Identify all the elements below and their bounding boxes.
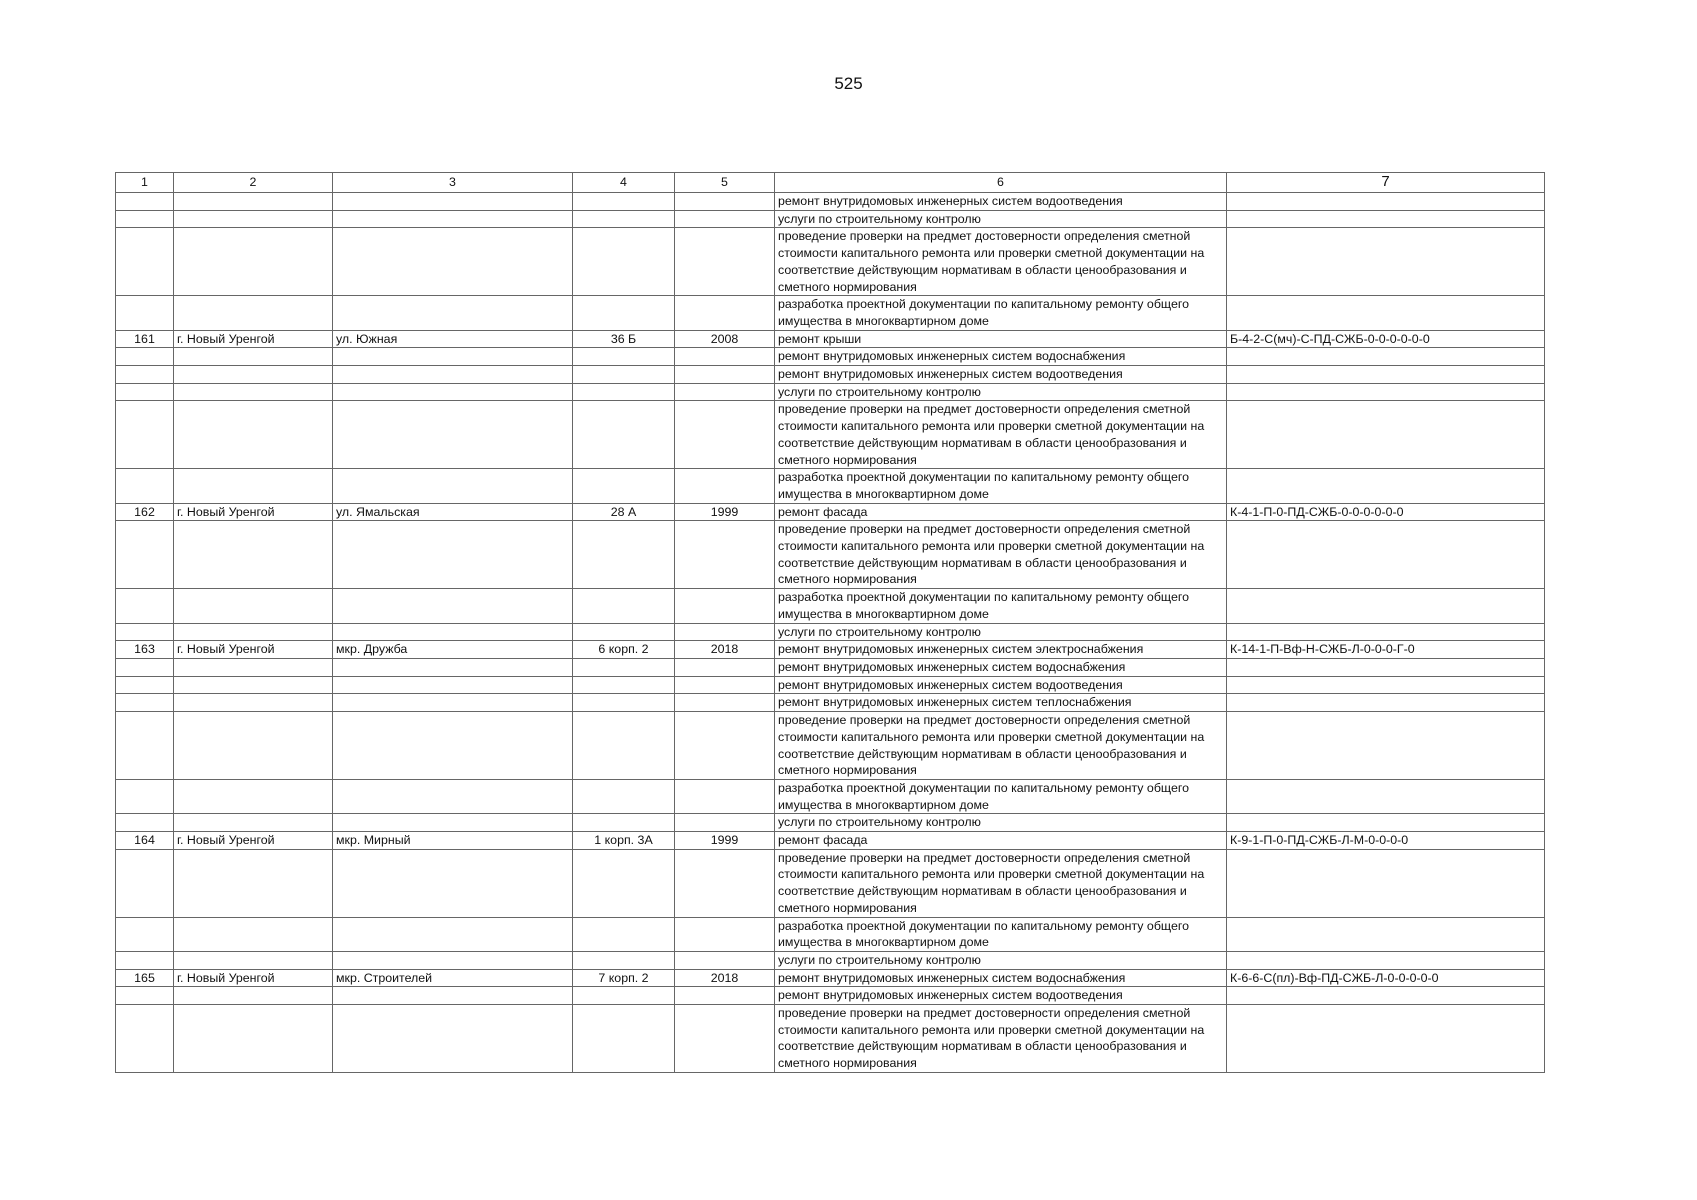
row-number-cell (116, 401, 174, 469)
table-row (116, 193, 1545, 211)
building-code-cell (1227, 849, 1545, 917)
work-type-cell: услуги по строительному контролю (775, 623, 1227, 641)
house-number-cell (573, 658, 675, 676)
street-cell (333, 1005, 573, 1073)
work-type-cell: ремонт крыши (775, 330, 1227, 348)
building-code-cell (1227, 694, 1545, 712)
year-built-cell (675, 366, 775, 384)
table-row (116, 366, 1545, 384)
house-number-cell (573, 348, 675, 366)
work-type-cell: проведение проверки на предмет достоверности определения сметной стоимости капитального ремонта или проверки сметной документации на соответствие действующим нормативам в области ценообразования и сметного нормирования (775, 228, 1227, 296)
page-number: 525 (834, 74, 863, 93)
table-row (116, 676, 1545, 694)
row-number-cell (116, 1005, 174, 1073)
table-row (116, 228, 1545, 296)
year-built-cell (675, 917, 775, 951)
table-row (116, 951, 1545, 969)
year-built-cell (675, 383, 775, 401)
city-cell (174, 193, 333, 211)
street-cell (333, 849, 573, 917)
city-cell (174, 712, 333, 780)
table-row (116, 589, 1545, 623)
building-code-cell (1227, 814, 1545, 832)
year-built-cell: 1999 (675, 832, 775, 850)
work-type-cell: ремонт внутридомовых инженерных систем водоснабжения (775, 658, 1227, 676)
house-number-cell (573, 1005, 675, 1073)
building-code-cell (1227, 589, 1545, 623)
city-cell (174, 814, 333, 832)
table-row (116, 779, 1545, 813)
city-cell (174, 951, 333, 969)
city-cell: г. Новый Уренгой (174, 330, 333, 348)
column-header: 4 (573, 173, 675, 193)
row-number-cell (116, 712, 174, 780)
building-code-cell (1227, 987, 1545, 1005)
city-cell (174, 589, 333, 623)
house-number-cell (573, 296, 675, 330)
row-number-cell (116, 814, 174, 832)
building-code-cell: К-14-1-П-Вф-Н-СЖБ-Л-0-0-0-Г-0 (1227, 641, 1545, 659)
column-header: 1 (116, 173, 174, 193)
work-type-cell: ремонт внутридомовых инженерных систем водоснабжения (775, 969, 1227, 987)
year-built-cell (675, 987, 775, 1005)
row-number-cell (116, 589, 174, 623)
row-number-cell (116, 210, 174, 228)
table-row (116, 917, 1545, 951)
building-code-cell (1227, 676, 1545, 694)
year-built-cell (675, 210, 775, 228)
street-cell (333, 193, 573, 211)
building-code-cell (1227, 623, 1545, 641)
city-cell (174, 676, 333, 694)
work-type-cell: разработка проектной документации по капитальному ремонту общего имущества в многоквартирном доме (775, 917, 1227, 951)
city-cell (174, 1005, 333, 1073)
table-row (116, 1005, 1545, 1073)
row-number-cell (116, 849, 174, 917)
building-code-cell (1227, 348, 1545, 366)
year-built-cell: 2018 (675, 641, 775, 659)
building-code-cell (1227, 366, 1545, 384)
work-type-cell: ремонт внутридомовых инженерных систем электроснабжения (775, 641, 1227, 659)
year-built-cell (675, 401, 775, 469)
city-cell (174, 296, 333, 330)
row-number-cell (116, 193, 174, 211)
building-code-cell (1227, 401, 1545, 469)
city-cell (174, 849, 333, 917)
street-cell (333, 694, 573, 712)
building-code-cell (1227, 228, 1545, 296)
building-code-cell (1227, 779, 1545, 813)
row-number-cell (116, 623, 174, 641)
year-built-cell (675, 658, 775, 676)
street-cell (333, 296, 573, 330)
table-row (116, 401, 1545, 469)
house-number-cell: 36 Б (573, 330, 675, 348)
street-cell (333, 712, 573, 780)
table-row (116, 969, 1545, 987)
street-cell: мкр. Мирный (333, 832, 573, 850)
table-row (116, 469, 1545, 503)
column-header: 7 (1227, 173, 1545, 193)
city-cell: г. Новый Уренгой (174, 832, 333, 850)
street-cell (333, 589, 573, 623)
street-cell: ул. Ямальская (333, 503, 573, 521)
year-built-cell: 1999 (675, 503, 775, 521)
table-row (116, 330, 1545, 348)
house-number-cell (573, 589, 675, 623)
street-cell: мкр. Строителей (333, 969, 573, 987)
city-cell (174, 210, 333, 228)
city-cell (174, 469, 333, 503)
row-number-cell (116, 917, 174, 951)
work-type-cell: проведение проверки на предмет достоверности определения сметной стоимости капитального ремонта или проверки сметной документации на соответствие действующим нормативам в области ценообразования и сметного нормирования (775, 849, 1227, 917)
work-type-cell: разработка проектной документации по капитальному ремонту общего имущества в многоквартирном доме (775, 469, 1227, 503)
work-type-cell: ремонт фасада (775, 832, 1227, 850)
work-type-cell: разработка проектной документации по капитальному ремонту общего имущества в многоквартирном доме (775, 589, 1227, 623)
street-cell (333, 779, 573, 813)
building-code-cell (1227, 658, 1545, 676)
row-number-cell (116, 658, 174, 676)
street-cell (333, 987, 573, 1005)
house-number-cell (573, 849, 675, 917)
table-row (116, 987, 1545, 1005)
year-built-cell (675, 694, 775, 712)
year-built-cell (675, 1005, 775, 1073)
table-row (116, 383, 1545, 401)
year-built-cell (675, 951, 775, 969)
house-number-cell (573, 228, 675, 296)
street-cell (333, 401, 573, 469)
house-number-cell (573, 917, 675, 951)
column-header: 3 (333, 173, 573, 193)
street-cell (333, 469, 573, 503)
building-code-cell (1227, 712, 1545, 780)
house-number-cell: 6 корп. 2 (573, 641, 675, 659)
house-number-cell (573, 193, 675, 211)
row-number-cell (116, 366, 174, 384)
work-type-cell: проведение проверки на предмет достоверности определения сметной стоимости капитального ремонта или проверки сметной документации на соответствие действующим нормативам в области ценообразования и сметного нормирования (775, 401, 1227, 469)
work-type-cell: ремонт внутридомовых инженерных систем водоснабжения (775, 348, 1227, 366)
year-built-cell (675, 348, 775, 366)
work-type-cell: ремонт внутридомовых инженерных систем водоотведения (775, 676, 1227, 694)
house-number-cell (573, 401, 675, 469)
year-built-cell (675, 521, 775, 589)
work-type-cell: услуги по строительному контролю (775, 951, 1227, 969)
year-built-cell (675, 228, 775, 296)
house-number-cell (573, 469, 675, 503)
row-number-cell (116, 951, 174, 969)
year-built-cell (675, 623, 775, 641)
table-row (116, 849, 1545, 917)
work-type-cell: ремонт внутридомовых инженерных систем водоотведения (775, 987, 1227, 1005)
street-cell (333, 951, 573, 969)
house-number-cell (573, 779, 675, 813)
row-number-cell: 162 (116, 503, 174, 521)
work-type-cell: разработка проектной документации по капитальному ремонту общего имущества в многоквартирном доме (775, 296, 1227, 330)
table-row (116, 641, 1545, 659)
row-number-cell: 161 (116, 330, 174, 348)
building-code-cell (1227, 210, 1545, 228)
work-type-cell: проведение проверки на предмет достоверности определения сметной стоимости капитального ремонта или проверки сметной документации на соответствие действующим нормативам в области ценообразования и сметного нормирования (775, 712, 1227, 780)
city-cell (174, 521, 333, 589)
house-number-cell (573, 814, 675, 832)
row-number-cell: 164 (116, 832, 174, 850)
house-number-cell (573, 383, 675, 401)
year-built-cell (675, 779, 775, 813)
year-built-cell (675, 296, 775, 330)
house-number-cell (573, 210, 675, 228)
work-type-cell: проведение проверки на предмет достоверности определения сметной стоимости капитального ремонта или проверки сметной документации на соответствие действующим нормативам в области ценообразования и сметного нормирования (775, 1005, 1227, 1073)
year-built-cell (675, 469, 775, 503)
row-number-cell (116, 296, 174, 330)
city-cell (174, 228, 333, 296)
city-cell (174, 987, 333, 1005)
building-code-cell (1227, 1005, 1545, 1073)
building-code-cell (1227, 951, 1545, 969)
year-built-cell (675, 849, 775, 917)
column-header: 2 (174, 173, 333, 193)
city-cell: г. Новый Уренгой (174, 503, 333, 521)
street-cell (333, 210, 573, 228)
table-row (116, 503, 1545, 521)
row-number-cell (116, 694, 174, 712)
row-number-cell (116, 676, 174, 694)
house-number-cell (573, 676, 675, 694)
row-number-cell (116, 987, 174, 1005)
house-number-cell (573, 694, 675, 712)
table-row (116, 348, 1545, 366)
work-type-cell: разработка проектной документации по капитальному ремонту общего имущества в многоквартирном доме (775, 779, 1227, 813)
work-type-cell: ремонт внутридомовых инженерных систем водоотведения (775, 193, 1227, 211)
street-cell: ул. Южная (333, 330, 573, 348)
city-cell (174, 917, 333, 951)
street-cell (333, 521, 573, 589)
street-cell (333, 348, 573, 366)
city-cell (174, 383, 333, 401)
column-header: 5 (675, 173, 775, 193)
building-code-cell (1227, 521, 1545, 589)
repair-program-table (115, 172, 1545, 1073)
year-built-cell (675, 712, 775, 780)
city-cell (174, 658, 333, 676)
work-type-cell: ремонт внутридомовых инженерных систем теплоснабжения (775, 694, 1227, 712)
row-number-cell (116, 228, 174, 296)
building-code-cell: К-4-1-П-0-ПД-СЖБ-0-0-0-0-0-0 (1227, 503, 1545, 521)
house-number-cell (573, 623, 675, 641)
year-built-cell (675, 814, 775, 832)
street-cell (333, 366, 573, 384)
row-number-cell (116, 469, 174, 503)
year-built-cell: 2008 (675, 330, 775, 348)
city-cell (174, 623, 333, 641)
year-built-cell: 2018 (675, 969, 775, 987)
table-body (116, 193, 1545, 1073)
table-row (116, 623, 1545, 641)
house-number-cell (573, 712, 675, 780)
city-cell: г. Новый Уренгой (174, 641, 333, 659)
city-cell (174, 694, 333, 712)
work-type-cell: услуги по строительному контролю (775, 210, 1227, 228)
street-cell (333, 228, 573, 296)
row-number-cell: 165 (116, 969, 174, 987)
year-built-cell (675, 589, 775, 623)
city-cell (174, 779, 333, 813)
street-cell (333, 676, 573, 694)
house-number-cell (573, 521, 675, 589)
table-row (116, 210, 1545, 228)
street-cell (333, 623, 573, 641)
street-cell (333, 814, 573, 832)
building-code-cell: Б-4-2-С(мч)-С-ПД-СЖБ-0-0-0-0-0-0 (1227, 330, 1545, 348)
house-number-cell: 1 корп. 3А (573, 832, 675, 850)
house-number-cell (573, 987, 675, 1005)
work-type-cell: услуги по строительному контролю (775, 814, 1227, 832)
row-number-cell (116, 779, 174, 813)
city-cell (174, 401, 333, 469)
street-cell: мкр. Дружба (333, 641, 573, 659)
table-row (116, 658, 1545, 676)
building-code-cell: К-9-1-П-0-ПД-СЖБ-Л-М-0-0-0-0 (1227, 832, 1545, 850)
row-number-cell (116, 383, 174, 401)
city-cell: г. Новый Уренгой (174, 969, 333, 987)
row-number-cell: 163 (116, 641, 174, 659)
row-number-cell (116, 521, 174, 589)
table-row (116, 296, 1545, 330)
table-row (116, 832, 1545, 850)
building-code-cell (1227, 469, 1545, 503)
street-cell (333, 917, 573, 951)
building-code-cell: К-6-6-С(пл)-Вф-ПД-СЖБ-Л-0-0-0-0-0 (1227, 969, 1545, 987)
house-number-cell: 28 А (573, 503, 675, 521)
column-number-row (116, 173, 1545, 193)
house-number-cell (573, 951, 675, 969)
year-built-cell (675, 676, 775, 694)
table-row (116, 712, 1545, 780)
building-code-cell (1227, 917, 1545, 951)
row-number-cell (116, 348, 174, 366)
street-cell (333, 383, 573, 401)
city-cell (174, 366, 333, 384)
table-row (116, 694, 1545, 712)
building-code-cell (1227, 296, 1545, 330)
table-row (116, 814, 1545, 832)
street-cell (333, 658, 573, 676)
year-built-cell (675, 193, 775, 211)
column-header: 6 (775, 173, 1227, 193)
building-code-cell (1227, 383, 1545, 401)
city-cell (174, 348, 333, 366)
work-type-cell: ремонт внутридомовых инженерных систем водоотведения (775, 366, 1227, 384)
house-number-cell: 7 корп. 2 (573, 969, 675, 987)
building-code-cell (1227, 193, 1545, 211)
house-number-cell (573, 366, 675, 384)
work-type-cell: проведение проверки на предмет достоверности определения сметной стоимости капитального ремонта или проверки сметной документации на соответствие действующим нормативам в области ценообразования и сметного нормирования (775, 521, 1227, 589)
work-type-cell: услуги по строительному контролю (775, 383, 1227, 401)
work-type-cell: ремонт фасада (775, 503, 1227, 521)
table-row (116, 521, 1545, 589)
